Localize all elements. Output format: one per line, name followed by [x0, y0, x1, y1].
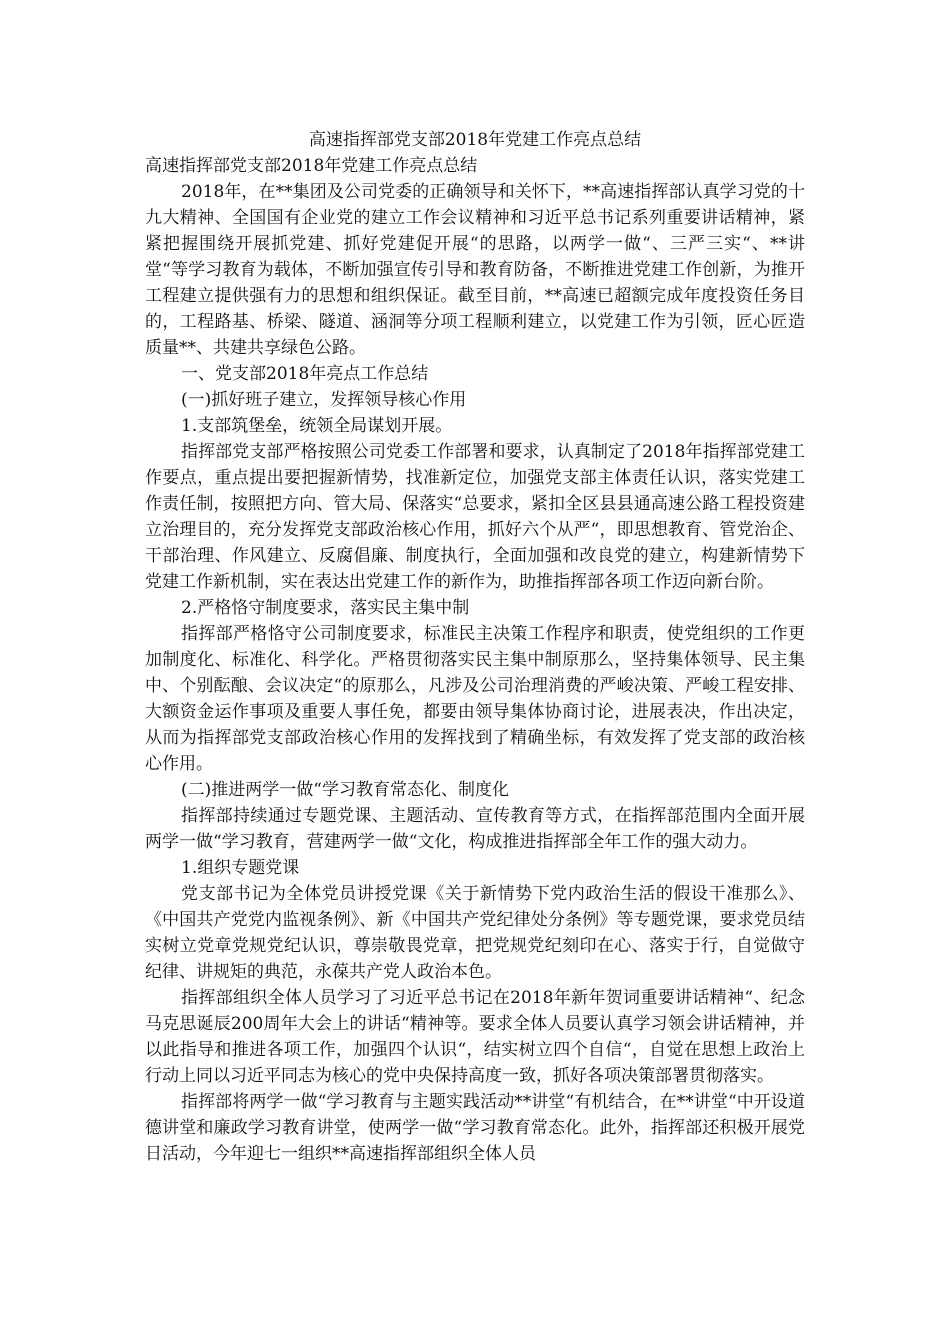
paragraph: 指挥部持续通过专题党课、主题活动、宣传教育等方式，在指挥部范围内全面开展两学一做“学习教育，营建两学一做“文化，构成推进指挥部全年工作的强大动力。 [145, 806, 805, 852]
paragraph: 2018年，在**集团及公司党委的正确领导和关怀下，**高速指挥部认真学习党的十九大精神、全国国有企业党的建立工作会议精神和习近平总书记系列重要讲话精神，紧紧把握围绕开展抓党建、抓好党建促开展“的思路，以两学一做“、三严三实“、**讲堂“等学习教育为载体，不断加强宣传引导和教育防备，不断推进党建工作创新，为推开工程建立提供强有力的思想和组织保证。截至目前，**高速已超额完成年度投资任务目的，工程路基、桥梁、隧道、涵洞等分项工程顺利建立，以党建工作为引领，匠心匠造质量**、共建共享绿色公路。 [145, 182, 805, 358]
paragraph: 指挥部严格恪守公司制度要求，标准民主决策工作程序和职责，使党组织的工作更加制度化、标准化、科学化。严格贯彻落实民主集中制原那么，坚持集体领导、民主集中、个别酝酿、会议决定“的原那么，凡涉及公司治理消费的严峻决策、严峻工程安排、大额资金运作事项及重要人事任免，都要由领导集体协商讨论，进展表决，作出决定，从而为指挥部党支部政治核心作用的发挥找到了精确坐标，有效发挥了党支部的政治核心作用。 [145, 624, 805, 774]
document-body [145, 153, 805, 1167]
paragraph: 指挥部党支部严格按照公司党委工作部署和要求，认真制定了2018年指挥部党建工作要点，重点提出要把握新情势，找准新定位，加强党支部主体责任认识，落实党建工作责任制，按照把方向、管大局、保落实“总要求，紧扣全区县县通高速公路工程投资建立治理目的，充分发挥党支部政治核心作用，抓好六个从严“，即思想教育、管党治企、干部治理、作风建立、反腐倡廉、制度执行，全面加强和改良党的建立，构建新情势下党建工作新机制，实在表达出党建工作的新作为，助推指挥部各项工作迈向新台阶。 [145, 442, 805, 592]
paragraph: 党支部书记为全体党员讲授党课《关于新情势下党内政治生活的假设干准那么》、《中国共产党党内监视条例》、新《中国共产党纪律处分条例》等专题党课，要求党员结实树立党章党规党纪认识，尊崇敬畏党章，把党规党纪刻印在心、落实于行，自觉做守纪律、讲规矩的典范，永葆共产党人政治本色。 [145, 884, 805, 982]
paragraph: (一)抓好班子建立，发挥领导核心作用 [181, 390, 467, 410]
paragraph: 1.组织专题党课 [181, 858, 300, 878]
paragraph: (二)推进两学一做“学习教育常态化、制度化 [181, 780, 509, 800]
paragraph: 一、党支部2018年亮点工作总结 [181, 364, 429, 384]
paragraph: 指挥部将两学一做“学习教育与主题实践活动**讲堂“有机结合，在**讲堂“中开设道德讲堂和廉政学习教育讲堂，使两学一做“学习教育常态化。此外，指挥部还积极开展党日活动，今年迎七一组织**高速指挥部组织全体人员 [145, 1092, 805, 1164]
document-heading: 高速指挥部党支部2018年党建工作亮点总结 [145, 156, 478, 176]
paragraph: 2.严格恪守制度要求，落实民主集中制 [181, 598, 470, 618]
document-title: 高速指挥部党支部2018年党建工作亮点总结 [308, 130, 642, 150]
paragraph: 指挥部组织全体人员学习了习近平总书记在2018年新年贺词重要讲话精神“、纪念马克思诞辰200周年大会上的讲话“精神等。要求全体人员要认真学习领会讲话精神，并以此指导和推进各项工作，加强四个认识“，结实树立四个自信“，自觉在思想上政治上行动上同以习近平同志为核心的党中央保持高度一致，抓好各项决策部署贯彻落实。 [145, 988, 805, 1086]
paragraph: 1.支部筑堡垒，统领全局谋划开展。 [181, 416, 453, 436]
